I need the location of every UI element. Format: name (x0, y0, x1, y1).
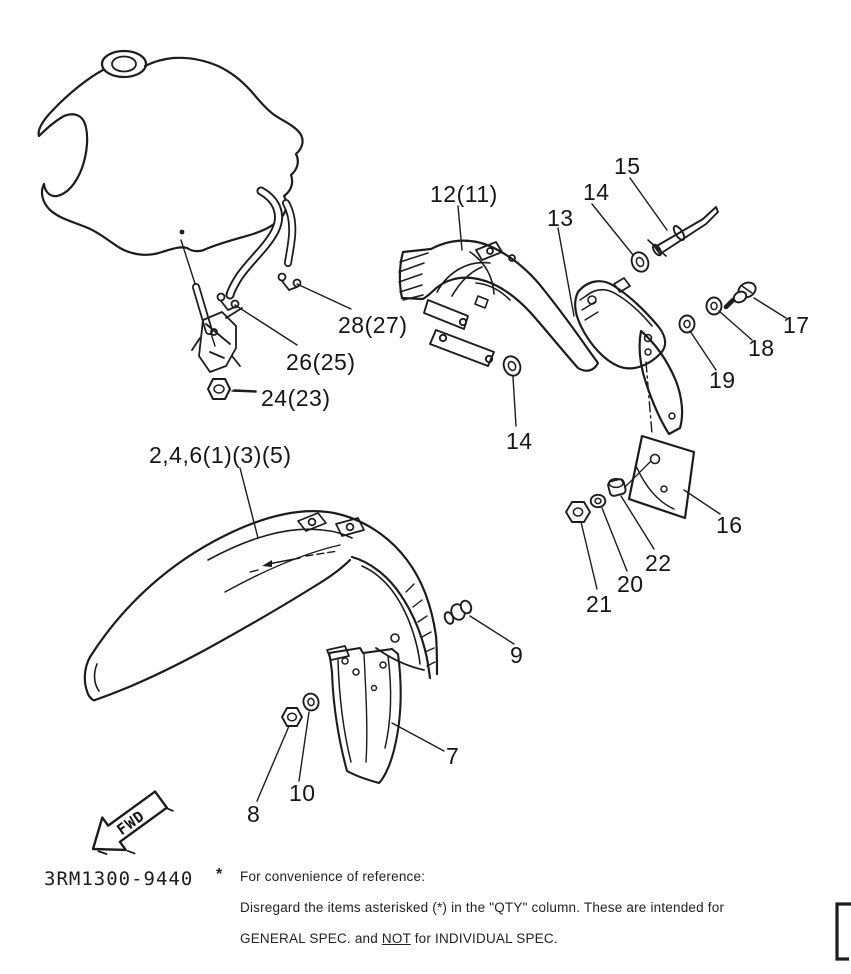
callout-21: 21 (586, 591, 613, 617)
callout-18: 18 (748, 335, 775, 361)
flange-bolt-17 (726, 280, 758, 307)
plate-hole-upper (651, 455, 660, 464)
rear-bracket-panel (640, 331, 682, 434)
leader-14-lower (513, 377, 516, 426)
flange-bolt-9 (443, 599, 473, 625)
mud-flap-hole-2 (353, 669, 359, 675)
leader-19 (690, 331, 716, 370)
callout-14-lower: 14 (506, 428, 533, 454)
fender-stay-lower (430, 296, 494, 366)
front-fender-bottom-edge (95, 560, 350, 700)
mud-flap-crease (364, 654, 367, 762)
callout-19: 19 (709, 367, 736, 393)
fuel-cap-inner (112, 57, 136, 72)
callout-28-27: 28(27) (338, 312, 408, 338)
panel-hole-1 (645, 349, 651, 355)
footnote-asterisk: * (216, 866, 223, 883)
rear-bracket-hatch (580, 292, 598, 320)
grommet-14-lower (501, 354, 524, 379)
washer-20 (591, 495, 606, 507)
fender-arch-hole (391, 634, 399, 642)
leader-8 (257, 726, 289, 801)
callout-10: 10 (289, 780, 316, 806)
front-fender-left-tip (85, 657, 95, 700)
callout-12-11: 12(11) (430, 181, 498, 207)
rear-bracket-tab (614, 278, 630, 292)
callout-26-25: 26(25) (286, 349, 356, 375)
leader-26-25 (235, 305, 297, 345)
callout-13: 13 (547, 205, 574, 231)
front-fender-crease (225, 545, 340, 592)
mud-flap-7 (327, 646, 401, 783)
leader-12-11 (458, 206, 462, 250)
mud-flap-inner-left (338, 660, 351, 762)
collar-22 (607, 478, 626, 496)
fwd-arrow-label: FWD (113, 806, 149, 839)
footnote-line-3-not: NOT (381, 931, 411, 946)
front-fender-mount-tabs (298, 513, 364, 536)
footnote-line-3-before: GENERAL SPEC. and (240, 931, 382, 946)
callout-24-23: 24(23) (261, 385, 331, 411)
front-fender-arrow-marks (250, 551, 338, 572)
callout-15: 15 (614, 153, 641, 179)
callout-17: 17 (783, 312, 810, 338)
fuel-hoses-and-petcock (192, 191, 301, 399)
leader-21 (581, 522, 597, 589)
fuel-tank-outline (39, 58, 303, 255)
mud-flap-inner-right (385, 656, 391, 748)
callout-front-fender-group: 2,4,6(1)(3)(5) (149, 442, 292, 468)
leader-10 (299, 712, 309, 781)
rear-fender-top-tab (476, 242, 515, 261)
leader-14-upper (592, 204, 633, 255)
footnote-line-1: For convenience of reference: (240, 869, 426, 884)
front-fender (85, 511, 437, 700)
leader-17 (754, 298, 786, 318)
table-corner-bracket (837, 904, 851, 959)
callout-14-upper: 14 (583, 179, 610, 205)
front-fender-tip-roll (95, 664, 99, 691)
nut-21 (566, 502, 590, 522)
footnote-line-2: Disregard the items asterisked (*) in the "QTY" column. These are intended for (240, 900, 725, 915)
tap-mount-dot (180, 230, 185, 235)
leader-22 (621, 496, 654, 549)
fuel-petcock (192, 308, 242, 372)
rear-fender-front-face-hatch (399, 253, 428, 300)
fuel-cap-outer (102, 51, 146, 77)
callout-9: 9 (510, 642, 524, 668)
callout-16: 16 (716, 512, 743, 538)
mud-flap-hole-1 (342, 658, 348, 664)
plate-outline (629, 436, 694, 518)
washer-10 (302, 692, 321, 712)
tapping-screw-15 (648, 207, 718, 257)
plate-hole-lower (661, 486, 667, 492)
leader-28-27 (297, 284, 351, 309)
rear-fender-front-section (399, 241, 598, 371)
nut-8 (282, 708, 302, 726)
leader-7 (392, 723, 444, 751)
petcock-nut-24 (208, 379, 256, 399)
footnote-line-3-after: for INDIVIDUAL SPEC. (410, 931, 558, 946)
leader-13 (558, 228, 574, 316)
fwd-direction-arrow (81, 782, 180, 872)
fuel-tank-drawing (39, 51, 303, 346)
callout-7: 7 (446, 743, 460, 769)
leader-20 (602, 508, 627, 571)
mounting-plate-16 (621, 436, 694, 518)
washer-19 (680, 316, 695, 333)
callout-20: 20 (617, 571, 644, 597)
panel-hole-2 (669, 413, 675, 419)
mud-flap-hole-3 (380, 662, 386, 668)
fender-stay-upper (424, 300, 468, 329)
hose-clip-28 (279, 274, 301, 291)
callout-22: 22 (645, 550, 672, 576)
leader-24-23 (234, 390, 256, 391)
rear-fender-front-body (400, 241, 598, 371)
leader-9 (470, 616, 514, 644)
drawing-code: 3RM1300-9440 (44, 868, 194, 890)
callout-8: 8 (247, 801, 261, 827)
leader-15 (630, 178, 667, 230)
leader-16 (684, 490, 720, 514)
mud-flap-hole-4 (372, 686, 377, 691)
rear-fender-rear-section (575, 278, 682, 434)
